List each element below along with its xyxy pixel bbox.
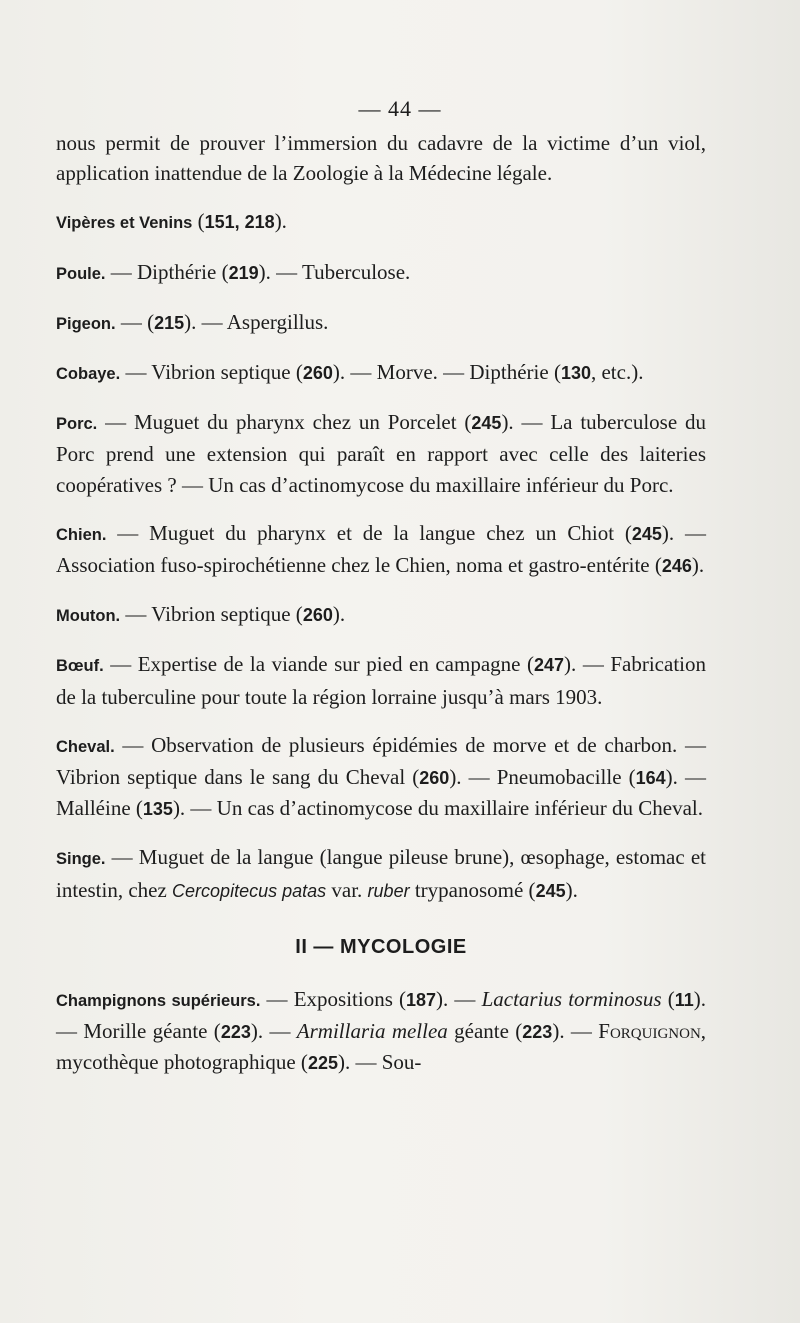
entry-heading: Mouton. — [56, 607, 121, 626]
entry-text: ( — [192, 209, 205, 234]
entry-heading: Poule. — [56, 264, 106, 283]
entry-heading: Vipères et Venins — [56, 214, 193, 233]
author-name: Forquignon — [598, 1019, 701, 1044]
entry-text: ( — [661, 987, 675, 1012]
entry-text: ). — Sou- — [337, 1050, 422, 1075]
entry-heading: Pigeon. — [56, 314, 116, 333]
entry-text: ). — Un cas d’actinomycose du maxillaire inférieur du Cheval. — [172, 796, 704, 821]
entry-heading: Champignons supérieurs. — [56, 992, 261, 1011]
reference-number: 245 — [631, 523, 662, 544]
paragraph-chien — [56, 518, 706, 581]
reference-number: 164 — [635, 768, 666, 789]
entry-text: trypanosomé ( — [409, 877, 536, 902]
entry-text: — Vibrion septique ( — [120, 360, 303, 385]
entry-heading: Bœuf. — [56, 657, 104, 676]
entry-text: — Dipthérie ( — [105, 259, 229, 284]
species-name: Armillaria mellea — [296, 1019, 448, 1044]
entry-text: ). — [332, 602, 346, 627]
reference-number: 260 — [302, 605, 333, 626]
paragraph-boeuf — [56, 649, 706, 711]
entry-text: ). — Association fuso-spirochétienne chez le Chien, noma et gastro-entérite ( — [56, 520, 706, 578]
page-number: — 44 — — [358, 96, 442, 121]
entry-text: géante ( — [447, 1019, 523, 1044]
entry-text: ). — [565, 877, 578, 902]
entry-text: ). — — [250, 1019, 297, 1044]
entry-text: ). — La tuberculose du Porc prend une extension qui paraît en rapport avec celle des laiteries coopératives ? — Un cas d’actinomycose du maxillaire inférieur du Porc. — [56, 410, 706, 497]
entry-text: ). — Fabrication de la tuberculine pour toute la région lorraine jusqu’à mars 1903. — [56, 652, 706, 709]
paragraph-mouton — [56, 599, 706, 631]
reference-number: 223 — [522, 1022, 553, 1043]
reference-number: 151, 218 — [204, 212, 275, 233]
entry-text: ). — Tuberculose. — [258, 259, 411, 284]
reference-number: 246 — [661, 556, 692, 577]
entry-text: ). — Morve. — Dipthérie ( — [332, 360, 561, 385]
reference-number: 245 — [471, 413, 502, 434]
reference-number: 135 — [142, 799, 173, 820]
reference-number: 187 — [406, 990, 437, 1011]
entry-heading: Singe. — [56, 850, 106, 869]
reference-number: 225 — [307, 1053, 338, 1074]
reference-number: 260 — [302, 363, 333, 384]
reference-number: 215 — [154, 312, 185, 333]
reference-number: 11 — [674, 990, 694, 1011]
reference-number: 130 — [560, 363, 591, 384]
entry-text: , mycothèque photographique ( — [56, 1019, 707, 1075]
entry-text: , etc.). — [590, 360, 644, 385]
entry-text: — Expertise de la viande sur pied en campagne ( — [103, 652, 534, 677]
paragraph-porc — [56, 407, 706, 500]
entry-text: — Expositions ( — [260, 987, 406, 1012]
paragraph-text: nous permit de prouver l’immersion du cadavre de la victime d’un viol, application inattendue de la Zoologie à la Médecine légale. — [56, 131, 706, 186]
entry-heading: Chien. — [56, 525, 107, 544]
reference-number: 223 — [220, 1022, 251, 1043]
entry-text: — Muguet du pharynx et de la langue chez un Chiot ( — [106, 520, 632, 545]
reference-number: 245 — [535, 880, 566, 901]
paragraph-intro — [56, 128, 706, 188]
paragraph-cheval — [56, 730, 706, 825]
entry-text: ). — Pneumobacille ( — [449, 765, 636, 790]
entry-text: — ( — [115, 309, 155, 334]
reference-number: 247 — [534, 655, 565, 676]
species-name: Lactarius torminosus — [481, 987, 662, 1012]
entry-heading: Porc. — [56, 415, 98, 434]
reference-number: 260 — [419, 768, 450, 789]
entry-text: ). — — [436, 987, 482, 1012]
entry-text: — Muguet de la langue (langue pileuse brune), œsophage, estomac et intestin, chez — [56, 845, 706, 902]
paragraph-viperes — [56, 206, 706, 238]
species-name: ruber — [367, 880, 410, 901]
entry-text: ). — — [552, 1019, 599, 1044]
entry-text: — Muguet du pharynx chez un Porcelet ( — [97, 410, 472, 435]
paragraph-poule — [56, 257, 706, 289]
reference-number: 219 — [228, 262, 259, 283]
entry-text: ). — Malléine ( — [56, 765, 706, 821]
paragraph-singe — [56, 842, 706, 905]
paragraph-champignons — [56, 984, 706, 1079]
entry-text: ). — [691, 553, 705, 578]
entry-text: — Observation de plusieurs épidémies de morve et de charbon. — Vibrion septique dans le sang du Cheval ( — [56, 732, 706, 790]
entry-heading: Cobaye. — [56, 365, 121, 384]
entry-text: — Vibrion septique ( — [120, 602, 303, 627]
entry-heading: Cheval. — [56, 737, 115, 756]
species-name: Cercopitecus patas — [172, 880, 327, 901]
entry-text: ). — [274, 209, 287, 234]
entry-text: ). — Morille géante ( — [56, 987, 706, 1044]
paragraph-pigeon — [56, 307, 706, 339]
page-body — [56, 128, 706, 1079]
entry-text: ). — Aspergillus. — [184, 309, 329, 334]
entry-text: var. — [326, 877, 368, 902]
section-title: II — MYCOLOGIE — [295, 935, 467, 958]
paragraph-cobaye — [56, 357, 706, 389]
